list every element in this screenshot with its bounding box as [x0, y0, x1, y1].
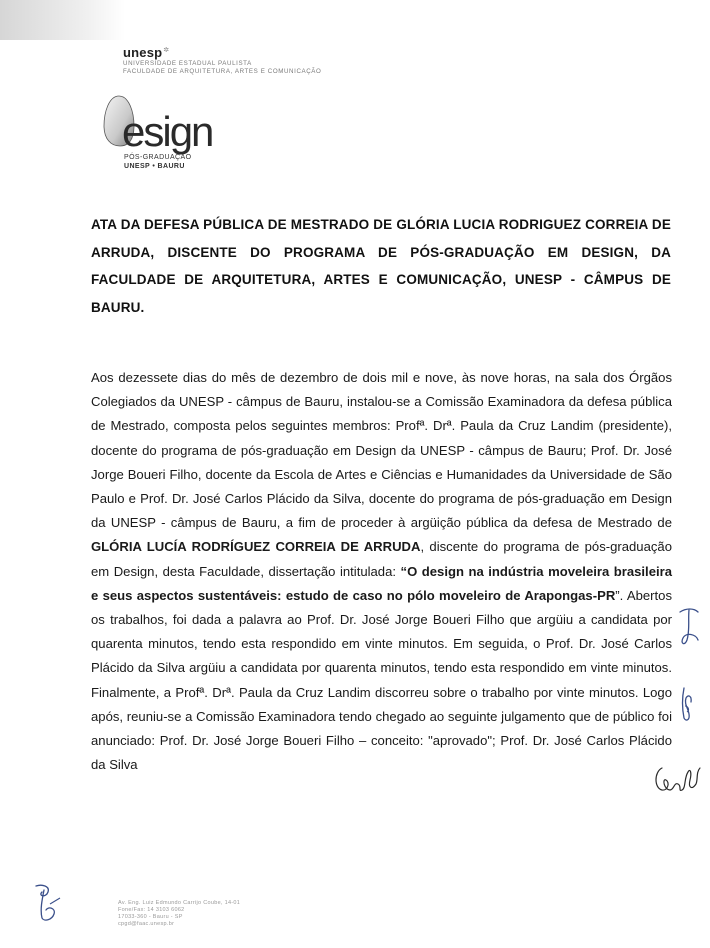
document-title: ATA DA DEFESA PÚBLICA DE MESTRADO DE GLÓRIA LUCIA RODRIGUEZ CORREIA DE ARRUDA, DISCENTE DO PROGRAMA DE PÓS-GRADUAÇÃO EM DESIGN, DA FACULDADE DE ARQUITETURA, ARTES E COMUNICAÇÃO, UNESP - CÂMPUS DE BAURU. — [91, 217, 671, 315]
initials-signature-2 — [676, 684, 700, 726]
footer-address — [118, 900, 240, 928]
footer-line-2: Fone/Fax: 14 3103 6062 — [118, 907, 185, 913]
design-wordmark: esign — [122, 108, 213, 155]
unesp-logo — [123, 45, 321, 76]
initials-signature-3 — [652, 758, 704, 800]
body-part-1: Aos dezessete dias do mês de dezembro de dois mil e nove, às nove horas, na sala dos Órgãos Colegiados da UNESP - câmpus de Bauru, instalou-se a Comissão Examinadora da defesa pública de Mestrado, composta pelos seguintes membros: Profª. Drª. Paula da Cruz Landim (presidente), docente do programa de pós-graduação em Design da UNESP - câmpus de Bauru; Prof. Dr. José Jorge Boueri Filho, docente da Escola de Artes e Ciências e Humanidades da Universidade de São Paulo e Prof. Dr. José Carlos Plácido da Silva, docente do programa de pós-graduação em Design da UNESP - câmpus de Bauru, a fim de proceder à argüição pública da defesa de Mestrado de — [91, 370, 672, 531]
footer-line-4: cpgd@faac.unesp.br — [118, 921, 175, 927]
design-logo — [100, 88, 260, 178]
body-part-2: , discente do programa de pós-graduação em Design, desta Faculdade, dissertação intitulada: — [91, 539, 672, 579]
initials-signature-4 — [28, 880, 68, 926]
thesis-title: “O design na indústria moveleira brasileira e seus aspectos sustentáveis: estudo de caso no pólo moveleiro de Arapongas-PR — [91, 563, 672, 603]
document-body — [91, 366, 672, 777]
footer-line-3: 17033-360 - Bauru - SP — [118, 914, 183, 920]
footer-line-1: Av. Eng. Luiz Edmundo Carrijo Coube, 14-01 — [118, 900, 241, 906]
body-part-3: ”. Abertos os trabalhos, foi dada a palavra ao Prof. Dr. José Jorge Boueri Filho que argüiu a candidata por quarenta minutos, tendo esta respondido em vinte minutos. Em seguida, o Prof. Dr. José Carlos Plácido da Silva argüiu a candidata por quarenta minutos, tendo esta respondido em vinte minutos. Finalmente, a Profª. Drª. Paula da Cruz Landim discorreu sobre o trabalho por vinte minutos. Logo após, reuniu-se a Comissão Examinadora tendo chegado ao seguinte julgamento que de público foi anunciado: Prof. Dr. José Jorge Boueri Filho – conceito: "aprovado"; Prof. Dr. José Carlos Plácido da Silva — [91, 587, 672, 773]
design-subtitle-2: UNESP • BAURU — [124, 163, 185, 170]
initials-signature-1 — [674, 604, 704, 650]
scan-shadow — [0, 0, 125, 40]
unesp-subtitle-2: FACULDADE DE ARQUITETURA, ARTES E COMUNICAÇÃO — [123, 68, 322, 75]
unesp-name: unesp — [123, 45, 163, 60]
design-subtitle-1: PÓS-GRADUAÇÃO — [124, 154, 192, 161]
unesp-subtitle-1: UNIVERSIDADE ESTADUAL PAULISTA — [123, 60, 252, 67]
candidate-name: GLÓRIA LUCÍA RODRÍGUEZ CORREIA DE ARRUDA — [91, 539, 421, 555]
unesp-seal-icon: ✲ — [163, 46, 170, 54]
